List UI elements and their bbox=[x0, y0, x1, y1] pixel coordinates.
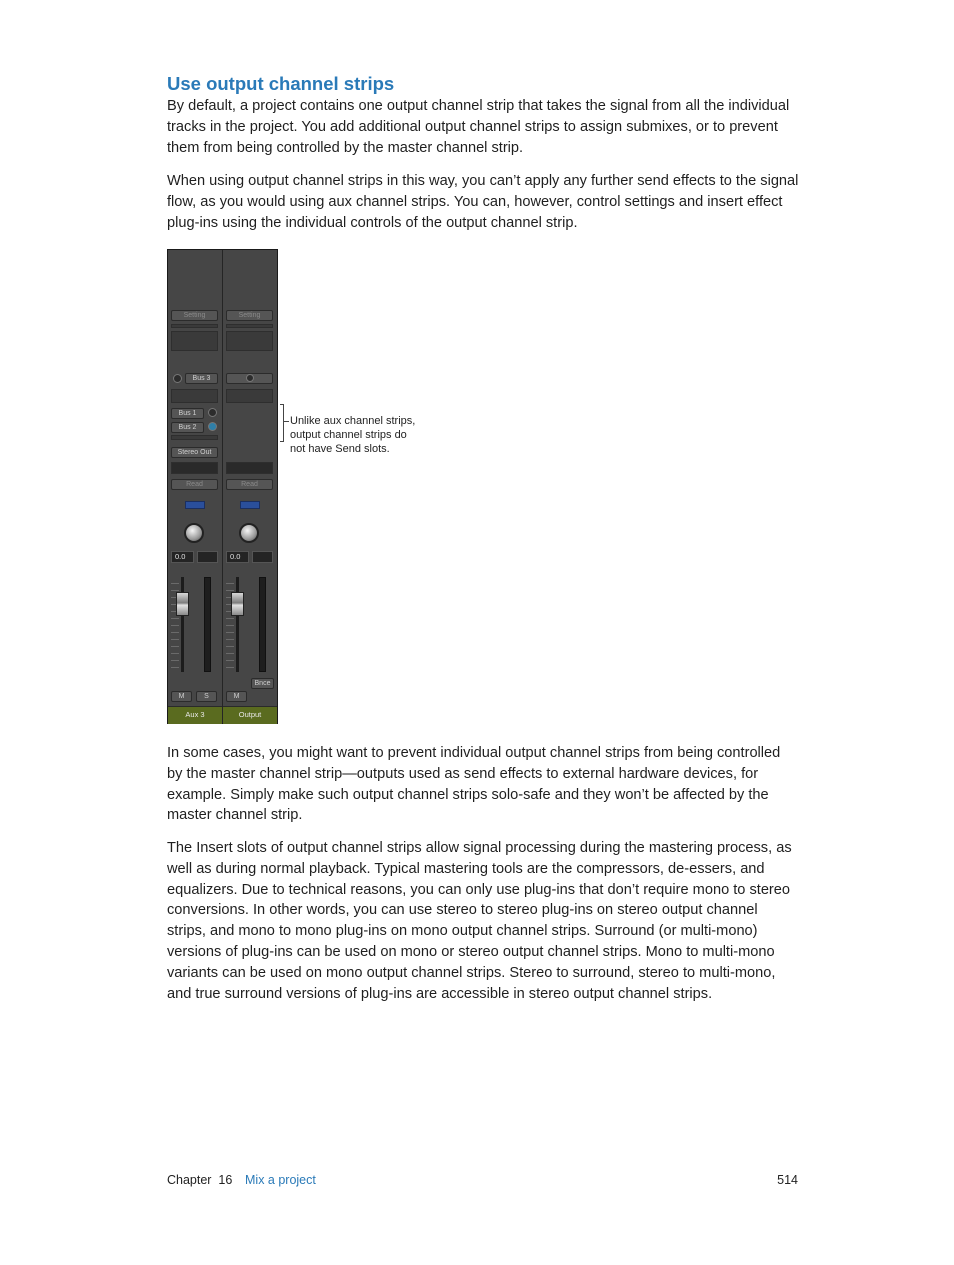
figure-callout: Unlike aux channel strips, output channel strips do not have Send slots. bbox=[290, 415, 416, 455]
callout-bracket bbox=[280, 404, 284, 442]
channel-strip-output bbox=[223, 250, 277, 723]
insert-slot[interactable] bbox=[226, 389, 273, 403]
automation-button[interactable]: Read bbox=[226, 479, 273, 490]
solo-button[interactable]: S bbox=[196, 691, 217, 702]
eq-slot[interactable] bbox=[171, 331, 218, 351]
group-slot[interactable] bbox=[171, 462, 218, 474]
mute-button[interactable]: M bbox=[171, 691, 192, 702]
level-meter bbox=[204, 577, 211, 672]
paragraph-3: In some cases, you might want to prevent individual output channel strips from being controlled by the master channel strip—outputs used as send effects to external hardware devices, for example. Simply make such output channel strips solo-safe and they won’t be affected by the master channel strip. bbox=[167, 745, 781, 824]
paragraph-1: By default, a project contains one output channel strip that takes the signal from all the individual tracks in the project. You add additional output channel strips to assign submixes, or to prevent them from being controlled by the master channel strip. bbox=[167, 98, 790, 156]
stereo-link-button[interactable] bbox=[226, 373, 273, 384]
paragraph-4: The Insert slots of output channel strips allow signal processing during the mastering process, as well as during normal playback. Typical mastering tools are the compressors, de-essers, and equalizers. Due to technical reasons, you can only use plug-ins that don’t require mono to stereo conversions. In other words, you can use stereo to stereo plug-ins on stereo output channel strips, and mono to mono plug-ins on mono output channel strips. Surround (or multi-mono) versions of plug-ins can be used on mono or stereo output channel strips. Mono to multi-mono variants can be used on mono output channel strips. Stereo to surround, stereo to multi-mono, and true surround versions of plug-ins are accessible in stereo output channel strips. bbox=[167, 840, 792, 1002]
group-slot[interactable] bbox=[226, 462, 273, 474]
paragraph-2: When using output channel strips in this way, you can’t apply any further send effects to the signal flow, as you would using aux channel strips. You can, however, control settings and insert effect plug-ins using the individual controls of the output channel strip. bbox=[167, 173, 799, 231]
volume-fader[interactable] bbox=[176, 592, 189, 616]
setting-button[interactable]: Setting bbox=[226, 310, 273, 321]
mixer-figure bbox=[167, 249, 278, 724]
setting-button[interactable]: Setting bbox=[171, 310, 218, 321]
send-knob-2-icon[interactable] bbox=[208, 422, 217, 431]
volume-readout: 0.0 bbox=[226, 551, 249, 563]
stereo-link-icon[interactable] bbox=[173, 374, 182, 383]
peak-readout bbox=[197, 551, 218, 563]
eq-thumbnail-icon[interactable] bbox=[240, 501, 260, 509]
mute-button[interactable]: M bbox=[226, 691, 247, 702]
input-button[interactable]: Bus 3 bbox=[185, 373, 218, 384]
gain-slot bbox=[171, 324, 218, 328]
strip-name-aux-3[interactable]: Aux 3 bbox=[168, 706, 222, 724]
eq-slot[interactable] bbox=[226, 331, 273, 351]
output-button[interactable]: Stereo Out bbox=[171, 447, 218, 458]
send-slot-1[interactable]: Bus 1 bbox=[171, 408, 204, 419]
footer-chapter: Chapter 16 bbox=[167, 1173, 233, 1187]
bounce-button[interactable]: Bnce bbox=[251, 678, 274, 689]
automation-button[interactable]: Read bbox=[171, 479, 218, 490]
callout-tick bbox=[284, 421, 289, 422]
page-number: 514 bbox=[777, 1173, 798, 1187]
send-knob-1-icon[interactable] bbox=[208, 408, 217, 417]
eq-thumbnail-icon[interactable] bbox=[185, 501, 205, 509]
pan-knob-icon[interactable] bbox=[184, 523, 204, 543]
pan-knob-icon[interactable] bbox=[239, 523, 259, 543]
channel-strip-aux-3 bbox=[168, 250, 222, 723]
volume-readout: 0.0 bbox=[171, 551, 194, 563]
section-heading: Use output channel strips bbox=[167, 73, 395, 94]
strip-name-output[interactable]: Output bbox=[223, 706, 277, 724]
level-meter bbox=[259, 577, 266, 672]
gain-slot bbox=[226, 324, 273, 328]
stereo-link-icon bbox=[246, 374, 254, 382]
send-slot-2[interactable]: Bus 2 bbox=[171, 422, 204, 433]
footer-chapter-link[interactable]: Mix a project bbox=[245, 1173, 316, 1187]
volume-fader[interactable] bbox=[231, 592, 244, 616]
peak-readout bbox=[252, 551, 273, 563]
insert-slot[interactable] bbox=[171, 389, 218, 403]
empty-send-slot[interactable] bbox=[171, 435, 218, 440]
